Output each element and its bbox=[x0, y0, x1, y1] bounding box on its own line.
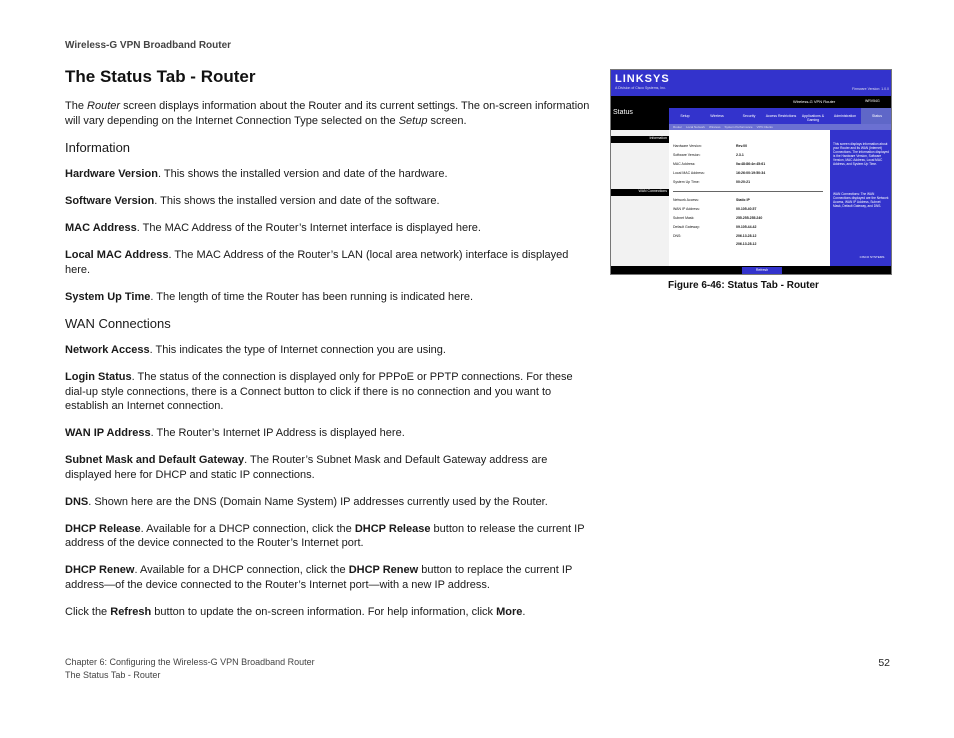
wan-item: DNS. Shown here are the DNS (Domain Name System) IP addresses currently used by the Router. bbox=[65, 495, 548, 508]
help-text-info: This screen displays information about your Router and its WAN (Internet) Connections. The information displayed is the Hardware Version, Software Version, MAC Address, Local MAC Address, and System Up Time. bbox=[833, 142, 889, 166]
figure-caption: Figure 6-46: Status Tab - Router bbox=[668, 280, 819, 291]
model-number: WRV54G bbox=[865, 99, 880, 103]
left-pane bbox=[611, 130, 669, 266]
closing-paragraph: Click the Refresh button to update the on-screen information. For help information, click More. bbox=[65, 605, 526, 618]
subtab-router[interactable]: Router bbox=[673, 125, 683, 129]
firmware-version: Firmware Version: 1.0.0 bbox=[852, 87, 889, 91]
body-text bbox=[65, 99, 590, 632]
running-header: Wireless-G VPN Broadband Router bbox=[65, 40, 232, 51]
info-item: Hardware Version. This shows the installed version and date of the hardware. bbox=[65, 168, 448, 180]
wan-heading: WAN Connections bbox=[65, 315, 171, 331]
linksys-logo: LINKSYS bbox=[615, 73, 670, 85]
router-status-screenshot: LINKSYS A Division of Cisco Systems, Inc. Firmware Version: 1.0.0 Status Wireless-G VPN Router WRV54G Setup Wireless Security Access Restrictions Applications & Gaming Administration Status Router Local Network Wireless System Performance VPN Clients Information WAN Connections Hardware Version: Rev.00 Software Version: 2.3.1 MAC Address: 0a:48:86:4e:45:61 Local MAC Address: 16:26:00:19:50:34 System Up Time: 00:20:21 Network Access: Static IP WAN IP Address: 00.105.40.57 Subnet Mask: 255.255.255.240 Default Gateway: 09.105.44.42 DNS: 206.13.28.12 206.13.28.12 This screen displays information about your Router and its WAN (Internet) Connections. The information displayed is the Hardware Version, Software Version, MAC Address, Local MAC Address, and System Up Time. WAN Connections: The WAN Connections displayed are the Network Access, WAN IP Address, Subnet Mask, Default Gateway, and DNS. CISCO SYSTEMS Refresh bbox=[610, 69, 892, 275]
help-pane bbox=[830, 130, 892, 266]
tab-wireless[interactable]: Wireless bbox=[710, 114, 724, 118]
logo-subtitle: A Division of Cisco Systems, Inc. bbox=[615, 86, 666, 90]
wan-item: Login Status. The status of the connection is displayed only for PPPoE or PPTP connections. For these dial-up style connections, there is a Connect button to click if there is no connection and you want to establish an Internet connection. bbox=[65, 371, 573, 412]
info-item: Software Version. This shows the installed version and date of the software. bbox=[65, 195, 440, 207]
wan-item: WAN IP Address. The Router’s Internet IP Address is displayed here. bbox=[65, 427, 405, 439]
product-name: Wireless-G VPN Router bbox=[793, 99, 836, 104]
section-divider bbox=[673, 191, 823, 192]
wan-item: Subnet Mask and Default Gateway. The Router’s Subnet Mask and Default Gateway address are displayed here for DHCP and static IP connections. bbox=[65, 454, 548, 481]
main-tabs bbox=[669, 108, 892, 124]
dhcp-renew-paragraph: DHCP Renew. Available for a DHCP connection, click the DHCP Renew button to replace the current IP address—of the device connected to the Router’s Internet port—with a new IP address. bbox=[65, 564, 573, 591]
footer-section: The Status Tab - Router bbox=[65, 670, 161, 680]
wan-item: Network Access. This indicates the type of Internet connection you are using. bbox=[65, 344, 446, 356]
information-heading: Information bbox=[65, 139, 131, 155]
status-side-title: Status bbox=[613, 109, 633, 116]
tab-applications-gaming[interactable]: Applications & Gaming bbox=[801, 114, 825, 122]
subtab-wireless[interactable]: Wireless bbox=[709, 125, 721, 129]
subtab-local-network[interactable]: Local Network bbox=[686, 125, 706, 129]
tab-setup[interactable]: Setup bbox=[680, 114, 690, 118]
tab-security[interactable]: Security bbox=[742, 114, 756, 118]
tab-status[interactable]: Status bbox=[861, 108, 892, 124]
subtab-system-performance[interactable]: System Performance bbox=[724, 125, 753, 129]
tab-access-restrictions[interactable]: Access Restrictions bbox=[765, 114, 797, 118]
dhcp-release-paragraph: DHCP Release. Available for a DHCP connection, click the DHCP Release button to release the current IP address of the device connected to the Router’s Internet port. bbox=[65, 522, 585, 549]
info-item: MAC Address. The MAC Address of the Router’s Internet interface is displayed here. bbox=[65, 222, 481, 234]
refresh-button[interactable]: Refresh bbox=[742, 267, 782, 274]
page-number: 52 bbox=[878, 657, 890, 669]
intro-paragraph: The Router screen displays information about the Router and its current settings. The on-screen information will vary depending on the Internet Connection Type selected on the Setup screen. bbox=[65, 100, 590, 127]
page-title: The Status Tab - Router bbox=[65, 67, 256, 86]
section-information: Information bbox=[611, 136, 669, 143]
help-text-wan: WAN Connections: The WAN Connections displayed are the Network Access, WAN IP Address, Subnet Mask, Default Gateway, and DNS. bbox=[833, 192, 889, 208]
footer bbox=[65, 656, 315, 682]
info-item: Local MAC Address. The MAC Address of the Router’s LAN (local area network) interface is displayed here. bbox=[65, 249, 569, 276]
tab-administration[interactable]: Administration bbox=[833, 114, 857, 118]
subtab-vpn-clients[interactable]: VPN Clients bbox=[756, 125, 773, 129]
cisco-logo: CISCO SYSTEMS bbox=[855, 255, 889, 271]
info-item: System Up Time. The length of time the Router has been running is indicated here. bbox=[65, 290, 474, 303]
footer-chapter: Chapter 6: Configuring the Wireless-G VPN Broadband Router bbox=[65, 657, 315, 667]
section-wan-connections: WAN Connections bbox=[611, 189, 669, 196]
